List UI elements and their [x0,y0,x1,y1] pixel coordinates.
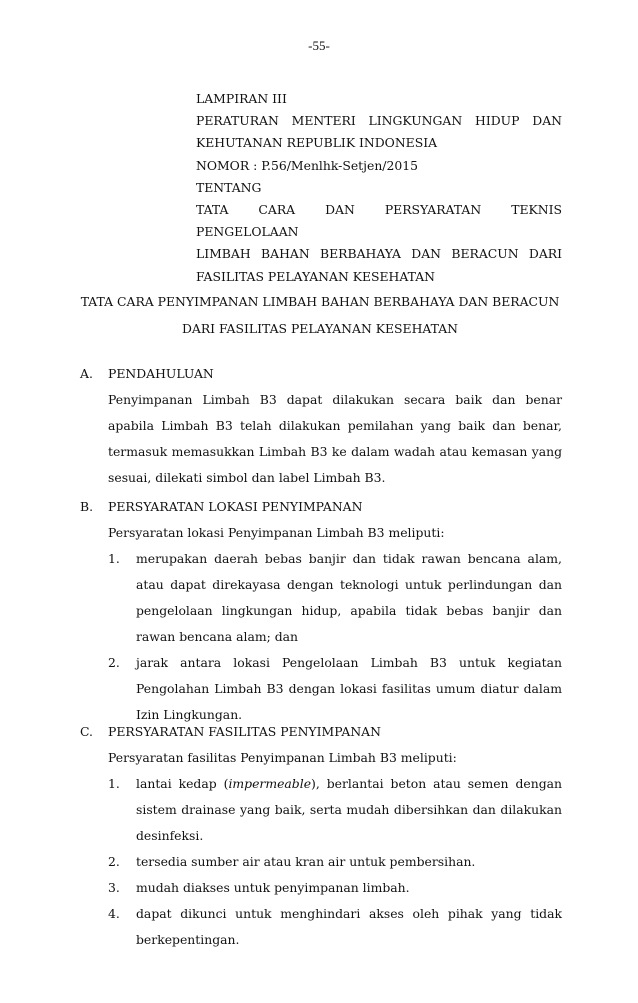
list-item-text: tersedia sumber air atau kran air untuk pembersihan. [136,854,476,869]
section-c [80,719,562,953]
section-heading [80,361,562,387]
list-item [108,546,562,650]
section-letter: A. [80,366,93,381]
header-line: LIMBAH BAHAN BERBAHAYA DAN BERACUN DARI [196,246,562,262]
header-line: TENTANG [196,179,262,195]
list-item-number: 2. [108,655,120,670]
page-number: -55- [308,38,330,53]
list-item-number: 1. [108,776,120,791]
section-letter: B. [80,499,94,514]
document-title [60,288,580,342]
list-item-text-start: lantai kedap ( [136,776,229,791]
header-line: TATA CARA DAN PERSYARATAN TEKNIS PENGELOLAAN [196,202,562,240]
list-item-text-end: ), berlantai beton atau semen dengan sistem drainase yang baik, serta mudah dibersihkan dan dilakukan desinfeksi. [136,776,562,843]
title-line-2: DARI FASILITAS PELAYANAN KESEHATAN [181,321,459,336]
header-line: PERATURAN MENTERI LINGKUNGAN HIDUP DAN [196,113,562,129]
section-letter: C. [80,724,93,739]
section-title: PENDAHULUAN [108,366,214,381]
section-intro: Persyaratan fasilitas Penyimpanan Limbah B3 meliputi: [108,750,457,765]
section-heading [80,494,562,520]
section-title: PERSYARATAN FASILITAS PENYIMPANAN [108,724,381,739]
list-item [108,849,562,875]
list-item-number: 4. [108,906,120,921]
section-b [80,494,562,728]
section-intro: Persyaratan lokasi Penyimpanan Limbah B3 meliputi: [108,525,445,540]
list-item-text: mudah diakses untuk penyimpanan limbah. [136,880,410,895]
section-heading [80,719,562,745]
header-line: FASILITAS PELAYANAN KESEHATAN [196,268,436,284]
header-line: LAMPIRAN III [196,91,287,106]
list-item [108,650,562,728]
list-item-text: jarak antara lokasi Pengelolaan Limbah B3 untuk kegiatan Pengolahan Limbah B3 dengan lokasi fasilitas umum diatur dalam Izin Lingkungan. [136,655,562,722]
list-item-text: merupakan daerah bebas banjir dan tidak rawan bencana alam, atau dapat direkayasa dengan teknologi untuk perlindungan dan pengelolaan lingkungan hidup, apabila tidak bebas banjir dan rawan bencana alam; dan [136,551,562,644]
list-item-number: 1. [108,551,120,566]
list-item-text: dapat dikunci untuk menghindari akses oleh pihak yang tidak berkepentingan. [136,906,562,947]
section-paragraph: Penyimpanan Limbah B3 dapat dilakukan secara baik dan benar apabila Limbah B3 telah dilakukan pemilahan yang baik dan benar, termasuk memasukkan Limbah B3 ke dalam wadah atau kemasan yang sesuai, dilekati simbol dan label Limbah B3. [108,392,562,485]
title-line-1: TATA CARA PENYIMPANAN LIMBAH BAHAN BERBAHAYA DAN BERACUN [80,294,560,309]
list-item-italic-term: impermeable [228,776,312,791]
list-item-number: 2. [108,854,120,869]
header-line: KEHUTANAN REPUBLIK INDONESIA [196,135,438,151]
section-title: PERSYARATAN LOKASI PENYIMPANAN [108,499,363,514]
list-item-number: 3. [108,880,120,895]
list-item [108,901,562,953]
attachment-header [196,88,562,288]
list-item [108,771,562,849]
list-item [108,875,562,901]
header-line: NOMOR : P.56/Menlhk-Setjen/2015 [196,157,419,173]
section-a [80,361,562,491]
